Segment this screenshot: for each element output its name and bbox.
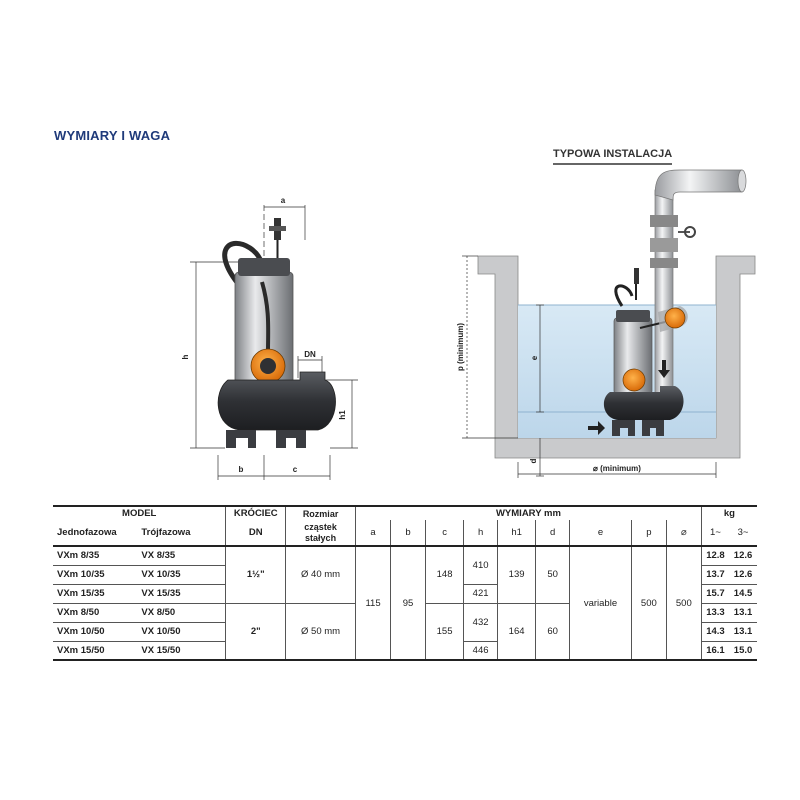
model-three: VX 15/50: [141, 644, 181, 656]
dim-width-label: ⌀ (minimum): [593, 464, 641, 473]
e-value: variable: [570, 546, 632, 660]
h-value: 446: [464, 641, 498, 660]
hdr-size-2: cząstek: [304, 521, 337, 532]
model-single: VXm 15/35: [57, 588, 105, 599]
kg1-value: 13.7: [701, 565, 729, 584]
hdr-d: d: [536, 520, 570, 546]
dn-value: 1½": [226, 546, 286, 603]
size-value: Ø 40 mm: [286, 546, 356, 603]
hdr-dims: WYMIARY mm: [356, 506, 702, 520]
spec-table: [53, 505, 757, 661]
model-single: VXm 15/50: [57, 644, 105, 656]
a-value: 115: [356, 546, 391, 660]
model-three: VX 15/35: [141, 588, 181, 599]
size-value: Ø 50 mm: [286, 603, 356, 660]
model-single: VXm 8/50: [57, 607, 100, 618]
model-single: VXm 10/35: [57, 569, 105, 580]
d-value: 50: [536, 546, 570, 603]
hdr-c: c: [426, 520, 464, 546]
dim-h-label: h: [181, 354, 190, 360]
dim-a-label: a: [280, 196, 286, 205]
kg1-value: 12.8: [701, 546, 729, 565]
hdr-size: [286, 520, 356, 546]
installation-title: TYPOWA INSTALACJA: [553, 148, 672, 165]
hdr-a: a: [356, 520, 391, 546]
hdr-dn: DN: [226, 520, 286, 546]
hdr-kg3: 3~: [737, 527, 749, 538]
model-single: VXm 8/35: [57, 550, 100, 562]
pump-housing: [218, 372, 335, 430]
kg3-value: 13.1: [733, 607, 753, 618]
hdr-h: h: [464, 520, 498, 546]
dim-c-label: c: [292, 465, 298, 474]
hdr-p: p: [631, 520, 666, 546]
dim-h1-label: h1: [338, 410, 347, 420]
hdr-three: Trójfazowa: [141, 527, 191, 538]
h-value: 410: [464, 546, 498, 584]
h-value: 432: [464, 603, 498, 641]
section-title: WYMIARY I WAGA: [54, 128, 171, 143]
kg3-value: 15.0: [733, 644, 753, 656]
left-pump-group: [181, 196, 358, 480]
h-value: 421: [464, 584, 498, 603]
float-raised: [665, 308, 685, 328]
hdr-b: b: [391, 520, 426, 546]
hdr-kg: kg: [701, 506, 757, 520]
plug-icon: [269, 218, 286, 258]
b-value: 95: [391, 546, 426, 660]
hdr-size-3: stałych: [305, 532, 337, 543]
c-value: 155: [426, 603, 464, 660]
dn-value: 2": [226, 603, 286, 660]
hdr-model: MODEL: [122, 508, 157, 519]
dim-dn-label: DN: [304, 350, 316, 359]
kg3-value: 12.6: [733, 569, 753, 580]
kg1-value: 13.3: [701, 603, 729, 622]
model-three: VX 8/50: [141, 607, 176, 618]
hdr-krociec: KRÓCIEC: [226, 506, 286, 520]
kg1-value: 15.7: [701, 584, 729, 603]
h1-value: 164: [498, 603, 536, 660]
kg3-value: 13.1: [733, 626, 753, 637]
kg1-value: 14.3: [701, 622, 729, 641]
dim-p-label: p (minimum): [456, 323, 465, 371]
dim-e-label: e: [530, 355, 539, 361]
kg3-value: 12.6: [733, 550, 753, 562]
c-value: 148: [426, 546, 464, 603]
hdr-single: Jednofazowa: [57, 527, 117, 538]
dim-d-label: d: [529, 458, 538, 464]
dim-b-label: b: [238, 465, 244, 474]
hdr-kg1: 1~: [701, 520, 729, 546]
hdr-size-1: Rozmiar: [286, 506, 356, 520]
installation-drawing: [456, 170, 755, 478]
h1-value: 139: [498, 546, 536, 603]
model-three: VX 10/50: [141, 626, 181, 637]
kg1-value: 16.1: [701, 641, 729, 660]
o-value: 500: [666, 546, 701, 660]
model-three: VX 10/35: [141, 569, 181, 580]
d-value: 60: [536, 603, 570, 660]
p-value: 500: [631, 546, 666, 660]
model-three: VX 8/35: [141, 550, 176, 562]
model-single: VXm 10/50: [57, 626, 105, 637]
hdr-e: e: [570, 520, 632, 546]
hdr-h1: h1: [498, 520, 536, 546]
kg3-value: 14.5: [733, 588, 753, 599]
hdr-o: ⌀: [666, 520, 701, 546]
table-row: [53, 546, 757, 565]
